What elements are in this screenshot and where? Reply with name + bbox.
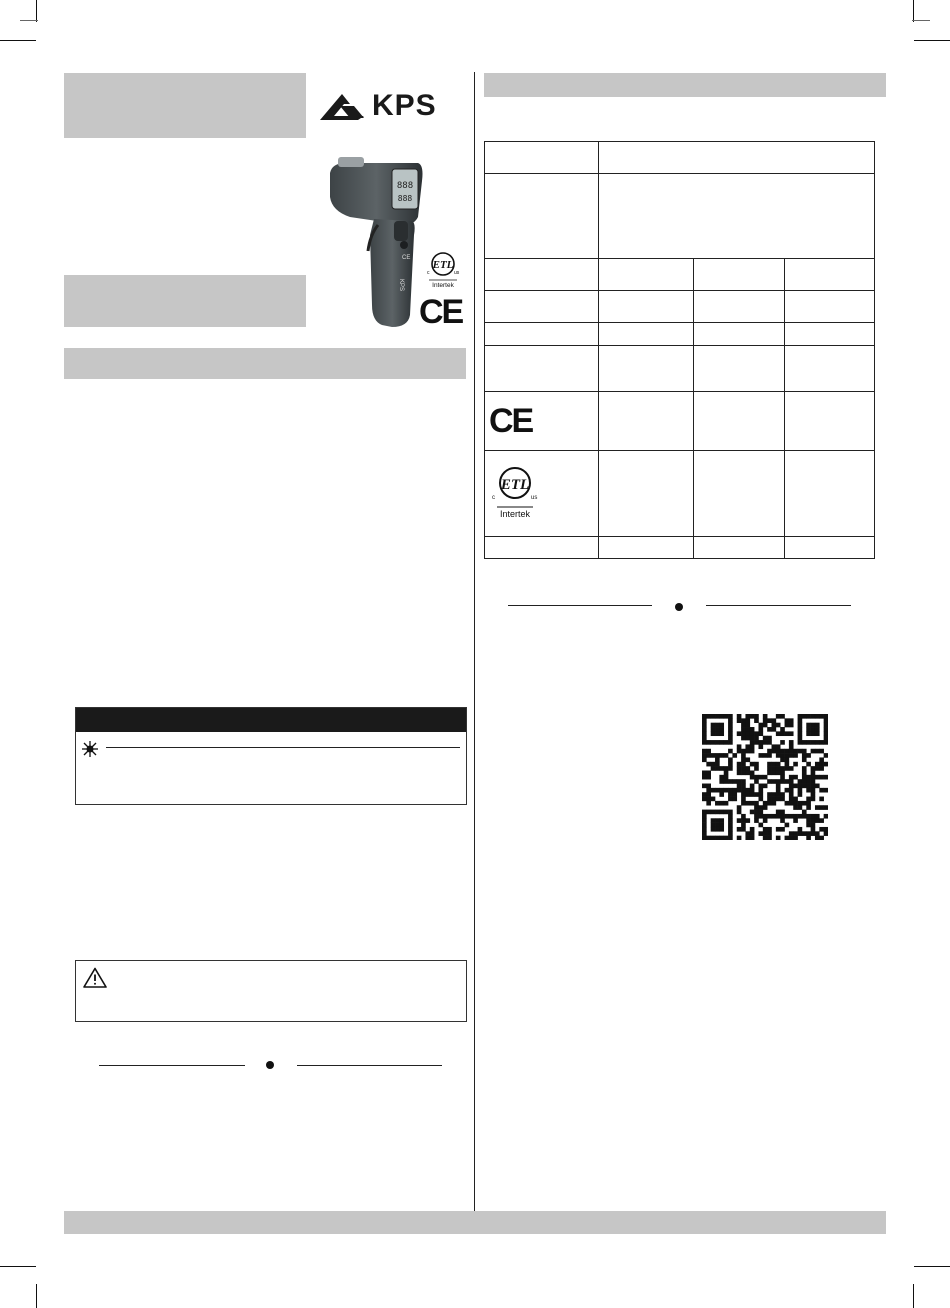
table-etl-us: us: [531, 495, 538, 501]
table-cell: [598, 346, 693, 392]
table-cell: [785, 323, 875, 346]
table-etl-mark: [489, 459, 541, 525]
spec-table: [484, 141, 875, 559]
table-cell: [485, 346, 599, 392]
table-row: [485, 451, 875, 537]
table-row: [485, 174, 875, 259]
qr-code-icon: [702, 714, 828, 840]
section-bar: [64, 348, 466, 379]
table-cell: [693, 451, 785, 537]
crop-mark: [913, 1284, 914, 1308]
crop-mark: [0, 40, 36, 41]
right-section-bar: [484, 73, 886, 97]
table-etl-text: ETL: [500, 477, 530, 493]
table-cell: [785, 451, 875, 537]
crop-mark: [914, 40, 950, 41]
crop-mark: [913, 0, 914, 22]
table-row: [485, 291, 875, 323]
brand-logo: [320, 90, 452, 124]
table-cell: [485, 291, 599, 323]
table-row: [485, 323, 875, 346]
table-cell: [693, 323, 785, 346]
table-cell: [485, 392, 599, 451]
table-row: [485, 259, 875, 291]
table-cell: [693, 291, 785, 323]
table-cell: [598, 142, 874, 174]
warning-triangle-icon: [83, 967, 107, 988]
laser-notice-box: [75, 707, 467, 805]
table-etl-c: c: [492, 495, 495, 501]
crop-mark: [36, 1284, 37, 1308]
brand-name: KPS: [372, 89, 437, 122]
table-cell: [785, 537, 875, 559]
table-etl-intertek: Intertek: [499, 509, 531, 519]
table-cell: [485, 174, 599, 259]
table-cell: [598, 392, 693, 451]
table-cell: [598, 291, 693, 323]
table-cell: [485, 259, 599, 291]
etl-text: ETL: [432, 259, 454, 271]
title-bar: [64, 73, 306, 138]
device-display-reading-2: 888: [397, 194, 413, 203]
crop-mark: [36, 0, 37, 22]
kps-triangle-logo-icon: [320, 92, 370, 122]
ce-mark: CE: [419, 293, 463, 331]
crop-mark: [20, 20, 38, 21]
table-cell: [785, 392, 875, 451]
separator-line-right: [706, 605, 851, 606]
product-image: [326, 155, 426, 331]
table-row: [485, 537, 875, 559]
separator-line-left: [508, 605, 652, 606]
table-cell: [785, 346, 875, 392]
qr-code: [702, 714, 828, 840]
table-cell: [785, 291, 875, 323]
etl-mark: [424, 250, 462, 290]
table-cell: [693, 537, 785, 559]
table-cell: [598, 537, 693, 559]
table-cell: [693, 259, 785, 291]
table-row: [485, 392, 875, 451]
table-cell: [485, 142, 599, 174]
laser-starburst-icon: [82, 741, 98, 757]
table-cell: [598, 323, 693, 346]
table-cell: [598, 259, 693, 291]
laser-notice-rule: [106, 747, 460, 748]
device-ce: CE: [402, 255, 411, 261]
crop-mark: [914, 1266, 950, 1267]
etl-us: us: [454, 270, 460, 276]
etl-c: c: [427, 270, 430, 276]
table-cell: [485, 323, 599, 346]
table-row: [485, 346, 875, 392]
separator-dot: [675, 603, 683, 611]
table-cell: [785, 259, 875, 291]
table-cell: [598, 174, 874, 259]
device-brand: KPS: [398, 279, 404, 292]
subtitle-bar: [64, 275, 306, 327]
table-cell: [693, 392, 785, 451]
table-cell: [485, 451, 599, 537]
crop-mark: [912, 20, 930, 21]
infrared-thermometer-image: [326, 155, 426, 331]
separator-line-left: [99, 1065, 245, 1066]
device-display-reading: 888: [396, 181, 414, 191]
crop-mark: [0, 1266, 36, 1267]
laser-notice-header: [76, 708, 466, 732]
table-cell: [485, 537, 599, 559]
table-row: [485, 142, 875, 174]
table-cell: [693, 346, 785, 392]
footer-bar: [64, 1211, 886, 1234]
etl-intertek: Intertek: [432, 282, 454, 289]
table-ce-mark: CE: [489, 401, 533, 440]
table-cell: [598, 451, 693, 537]
separator-line-right: [297, 1065, 442, 1066]
warning-box: [75, 960, 467, 1022]
separator-dot: [266, 1061, 274, 1069]
column-divider: [474, 72, 475, 1232]
